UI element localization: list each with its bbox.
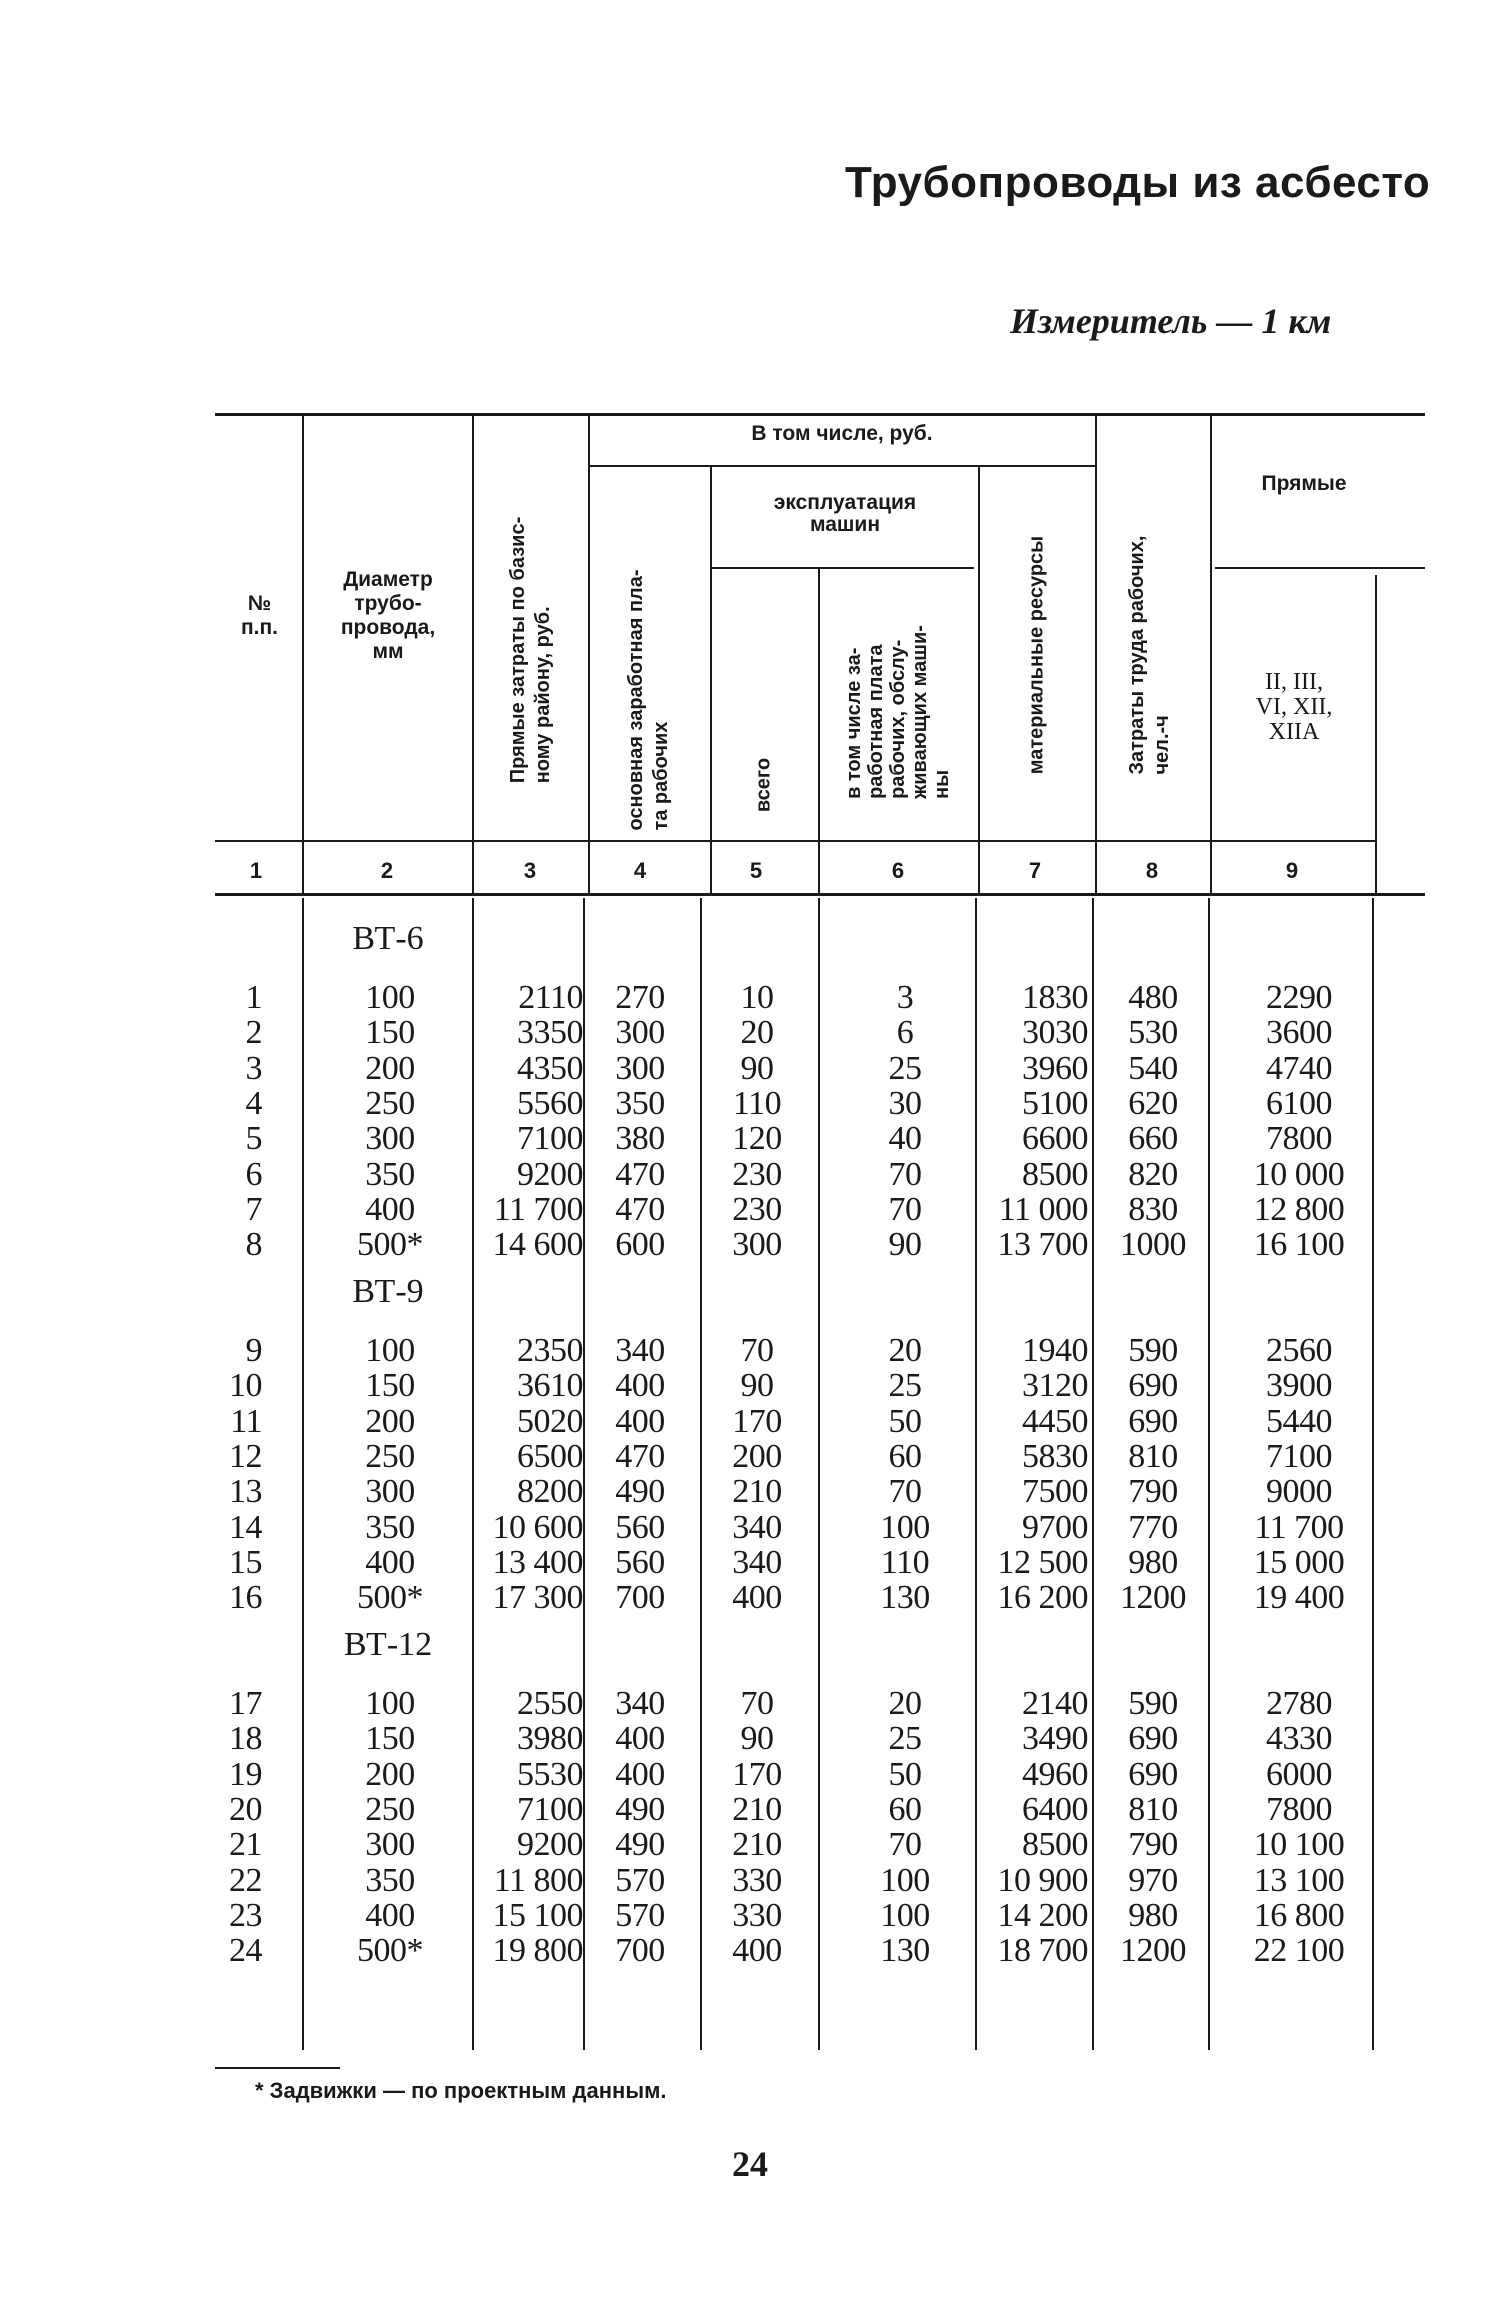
cell-labor-costs: 820 [1128, 1155, 1178, 1193]
cell-base-wages: 470 [615, 1155, 665, 1193]
cell-direct-regions: 6000 [1266, 1755, 1332, 1793]
cell-machine-total: 340 [732, 1508, 782, 1546]
cell-labor-costs: 790 [1128, 1826, 1178, 1864]
cell-base-wages: 400 [615, 1755, 665, 1793]
cell-materials: 5830 [1022, 1437, 1088, 1475]
cell-machine-total: 90 [740, 1049, 774, 1087]
cell-direct-costs: 13 400 [492, 1543, 583, 1581]
cell-diameter: 250 [365, 1437, 415, 1475]
cell-diameter: 350 [365, 1508, 415, 1546]
cell-machine-wages: 60 [888, 1790, 922, 1828]
cell-direct-costs: 9200 [517, 1826, 583, 1864]
cell-materials: 1830 [1022, 979, 1088, 1016]
cell-diameter: 300 [365, 1120, 415, 1158]
header-base-wages: основная заработная пла- та рабочих [625, 569, 672, 831]
cell-machine-wages: 70 [888, 1190, 922, 1228]
cell-machine-total: 90 [740, 1720, 774, 1758]
cell-base-wages: 600 [615, 1226, 665, 1264]
header-incl-group: В том числе, руб. [751, 422, 933, 445]
cell-machine-wages: 90 [888, 1226, 922, 1264]
cell-diameter: 500* [357, 1226, 423, 1264]
cell-row-number: 17 [229, 1685, 262, 1722]
cell-diameter: 100 [365, 979, 415, 1016]
cell-materials: 2140 [1022, 1685, 1088, 1722]
cell-machine-total: 210 [732, 1473, 782, 1511]
cell-base-wages: 400 [615, 1367, 665, 1405]
cell-machine-wages: 50 [888, 1755, 922, 1793]
cell-row-number: 18 [229, 1720, 262, 1758]
cell-labor-costs: 690 [1128, 1367, 1178, 1405]
cell-base-wages: 700 [615, 1579, 665, 1617]
cell-materials: 6400 [1022, 1790, 1088, 1828]
header-bottom-rule [215, 840, 1375, 842]
column-number: 2 [380, 858, 394, 883]
cell-machine-total: 110 [732, 1084, 782, 1122]
cell-direct-costs: 6500 [517, 1437, 583, 1475]
machine-group-rule [712, 567, 974, 569]
cell-machine-wages: 3 [896, 979, 914, 1016]
cell-machine-total: 300 [732, 1226, 782, 1264]
cell-direct-regions: 2290 [1266, 979, 1332, 1016]
cell-direct-costs: 5530 [517, 1755, 583, 1793]
cell-materials: 3960 [1022, 1049, 1088, 1087]
cell-diameter: 150 [365, 1367, 415, 1405]
cell-direct-regions: 19 400 [1253, 1579, 1345, 1617]
cell-row-number: 2 [245, 1014, 262, 1052]
cell-machine-wages: 25 [888, 1049, 922, 1087]
cell-machine-wages: 70 [888, 1155, 922, 1193]
cell-direct-costs: 8200 [517, 1473, 583, 1511]
cell-direct-regions: 22 100 [1253, 1932, 1345, 1970]
cell-direct-regions: 4740 [1266, 1049, 1332, 1087]
cell-direct-regions: 2560 [1266, 1332, 1332, 1369]
cell-machine-wages: 100 [880, 1861, 930, 1899]
cell-machine-total: 340 [732, 1543, 782, 1581]
cell-labor-costs: 980 [1128, 1543, 1178, 1581]
cell-machine-wages: 25 [888, 1720, 922, 1758]
cell-labor-costs: 1000 [1120, 1226, 1186, 1264]
cell-diameter: 500* [357, 1932, 423, 1970]
cell-direct-regions: 15 000 [1253, 1543, 1345, 1581]
incl-group-rule [590, 465, 1095, 467]
cell-machine-total: 10 [740, 979, 774, 1016]
cell-machine-wages: 70 [888, 1826, 922, 1864]
cell-row-number: 5 [245, 1120, 262, 1158]
table-top-rule [215, 413, 1425, 416]
cell-row-number: 12 [229, 1437, 262, 1475]
cell-machine-total: 210 [732, 1790, 782, 1828]
cell-materials: 13 700 [997, 1226, 1088, 1264]
cell-diameter: 350 [365, 1861, 415, 1899]
cell-materials: 3120 [1022, 1367, 1088, 1405]
column-number: 6 [891, 858, 905, 883]
cell-machine-wages: 70 [888, 1473, 922, 1511]
cell-row-number: 20 [229, 1790, 262, 1828]
body-divider-8 [1208, 898, 1210, 2050]
cell-materials: 4450 [1022, 1402, 1088, 1440]
column-number: 7 [1028, 858, 1042, 883]
body-divider-9 [1372, 898, 1374, 2050]
cell-direct-costs: 11 700 [493, 1190, 583, 1228]
cell-direct-costs: 5020 [517, 1402, 583, 1440]
cell-machine-total: 400 [732, 1932, 782, 1970]
cell-row-number: 24 [229, 1932, 262, 1970]
cell-row-number: 21 [229, 1826, 262, 1864]
cell-direct-costs: 3610 [517, 1367, 583, 1405]
cell-diameter: 400 [365, 1543, 415, 1581]
cell-direct-regions: 16 100 [1253, 1226, 1345, 1264]
cell-labor-costs: 620 [1128, 1084, 1178, 1122]
header-direct-group: Прямые [1261, 472, 1347, 495]
cell-diameter: 200 [365, 1755, 415, 1793]
cell-machine-wages: 30 [888, 1084, 922, 1122]
cell-labor-costs: 810 [1128, 1437, 1178, 1475]
cell-labor-costs: 540 [1128, 1049, 1178, 1087]
cell-diameter: 100 [365, 1685, 415, 1722]
cell-machine-wages: 40 [888, 1120, 922, 1158]
cell-row-number: 11 [230, 1402, 262, 1440]
cell-direct-regions: 4330 [1266, 1720, 1332, 1758]
cell-machine-wages: 20 [888, 1332, 922, 1369]
cell-diameter: 400 [365, 1896, 415, 1934]
header-direct-costs-base: Прямые затраты по базис- ному району, руб. [507, 516, 554, 784]
cell-row-number: 6 [245, 1155, 262, 1193]
cell-direct-regions: 10 000 [1253, 1155, 1345, 1193]
cell-machine-wages: 100 [880, 1508, 930, 1546]
cell-machine-total: 210 [732, 1826, 782, 1864]
cell-materials: 9700 [1022, 1508, 1088, 1546]
cell-row-number: 16 [229, 1579, 262, 1617]
unit-of-measure: Измеритель — 1 км [1010, 301, 1332, 341]
body-divider-5 [818, 898, 820, 2050]
cell-row-number: 15 [229, 1543, 262, 1581]
col-divider-3 [588, 416, 590, 894]
cell-direct-regions: 6100 [1266, 1084, 1332, 1122]
cell-base-wages: 560 [615, 1543, 665, 1581]
cell-direct-costs: 7100 [517, 1790, 583, 1828]
cell-materials: 1940 [1022, 1332, 1088, 1369]
header-labor-costs: Затраты труда рабочих, чел.-ч [1126, 535, 1173, 775]
cell-machine-wages: 110 [880, 1543, 930, 1581]
cell-row-number: 8 [245, 1226, 262, 1264]
cell-direct-costs: 5560 [517, 1084, 583, 1122]
cell-base-wages: 270 [615, 979, 665, 1016]
col-divider-1 [302, 416, 304, 894]
cell-machine-total: 200 [732, 1437, 782, 1475]
col-divider-7 [1095, 416, 1097, 894]
header-row-number: № п.п. [240, 592, 279, 639]
cell-diameter: 350 [365, 1155, 415, 1193]
cell-labor-costs: 1200 [1120, 1579, 1186, 1617]
cell-labor-costs: 590 [1128, 1685, 1178, 1722]
cell-direct-regions: 13 100 [1253, 1861, 1345, 1899]
cell-diameter: 400 [365, 1190, 415, 1228]
cell-labor-costs: 770 [1128, 1508, 1178, 1546]
cell-direct-costs: 15 100 [492, 1896, 583, 1934]
cell-row-number: 4 [245, 1084, 262, 1122]
cell-direct-costs: 19 800 [492, 1932, 583, 1970]
header-machine-group: эксплуатация машин [773, 491, 917, 536]
cell-direct-regions: 7800 [1266, 1120, 1332, 1158]
cell-labor-costs: 1200 [1120, 1932, 1186, 1970]
header-material-resources: материальные ресурсы [1025, 535, 1048, 775]
group-label: ВТ-12 [343, 1626, 433, 1663]
cell-base-wages: 380 [615, 1120, 665, 1158]
cell-diameter: 250 [365, 1084, 415, 1122]
col-divider-5 [818, 569, 820, 894]
cell-direct-regions: 2780 [1266, 1685, 1332, 1722]
col-divider-6 [978, 467, 980, 894]
cell-direct-regions: 7800 [1266, 1790, 1332, 1828]
cell-materials: 16 200 [997, 1579, 1088, 1617]
group-label: ВТ-6 [352, 920, 424, 957]
cell-direct-costs: 3980 [517, 1720, 583, 1758]
cell-machine-wages: 100 [880, 1896, 930, 1934]
cell-machine-total: 70 [740, 1332, 774, 1369]
cell-row-number: 19 [229, 1755, 262, 1793]
cell-direct-regions: 9000 [1266, 1473, 1332, 1511]
cell-materials: 8500 [1022, 1826, 1088, 1864]
direct-group-rule [1215, 567, 1425, 569]
cell-base-wages: 470 [615, 1437, 665, 1475]
cell-labor-costs: 690 [1128, 1720, 1178, 1758]
cell-base-wages: 400 [615, 1402, 665, 1440]
cell-labor-costs: 830 [1128, 1190, 1178, 1228]
cell-diameter: 300 [365, 1826, 415, 1864]
cell-row-number: 9 [245, 1332, 262, 1369]
column-number: 3 [523, 858, 537, 883]
cell-base-wages: 350 [615, 1084, 665, 1122]
header-regions: II, III, VI, XII, XIIA [1255, 669, 1333, 745]
cell-machine-total: 330 [732, 1896, 782, 1934]
cell-direct-costs: 11 800 [493, 1861, 583, 1899]
cell-machine-wages: 6 [896, 1014, 914, 1052]
cell-machine-total: 230 [732, 1190, 782, 1228]
page-title: Трубопроводы из асбесто [845, 158, 1431, 207]
cell-machine-wages: 130 [880, 1932, 930, 1970]
body-divider-1 [302, 898, 304, 2050]
cell-direct-costs: 2110 [518, 979, 583, 1016]
cell-direct-regions: 10 100 [1253, 1826, 1345, 1864]
cell-materials: 7500 [1022, 1473, 1088, 1511]
cell-labor-costs: 530 [1128, 1014, 1178, 1052]
numbers-bottom-rule [215, 893, 1425, 896]
cell-row-number: 10 [229, 1367, 262, 1405]
cell-base-wages: 700 [615, 1932, 665, 1970]
cell-machine-total: 400 [732, 1579, 782, 1617]
cell-direct-costs: 7100 [517, 1120, 583, 1158]
cell-base-wages: 490 [615, 1826, 665, 1864]
cell-machine-total: 170 [732, 1755, 782, 1793]
cell-labor-costs: 480 [1128, 979, 1178, 1016]
cell-direct-costs: 2350 [517, 1332, 583, 1369]
cell-materials: 18 700 [997, 1932, 1088, 1970]
cell-base-wages: 490 [615, 1790, 665, 1828]
cell-base-wages: 400 [615, 1720, 665, 1758]
cell-diameter: 150 [365, 1014, 415, 1052]
cell-row-number: 7 [245, 1190, 262, 1228]
cell-base-wages: 340 [615, 1685, 665, 1722]
cell-base-wages: 300 [615, 1049, 665, 1087]
cell-base-wages: 490 [615, 1473, 665, 1511]
cell-diameter: 200 [365, 1402, 415, 1440]
cell-materials: 4960 [1022, 1755, 1088, 1793]
cell-diameter: 300 [365, 1473, 415, 1511]
cell-diameter: 200 [365, 1049, 415, 1087]
column-number: 1 [249, 858, 263, 883]
cell-direct-costs: 2550 [517, 1685, 583, 1722]
body-divider-7 [1092, 898, 1094, 2050]
cell-machine-total: 90 [740, 1367, 774, 1405]
header-machine-total: всего [752, 757, 775, 813]
cell-labor-costs: 980 [1128, 1896, 1178, 1934]
cell-row-number: 23 [229, 1896, 262, 1934]
column-number: 8 [1145, 858, 1159, 883]
cell-base-wages: 570 [615, 1896, 665, 1934]
cell-materials: 6600 [1022, 1120, 1088, 1158]
cell-machine-wages: 130 [880, 1579, 930, 1617]
cell-row-number: 13 [229, 1473, 262, 1511]
cell-machine-total: 330 [732, 1861, 782, 1899]
cell-labor-costs: 590 [1128, 1332, 1178, 1369]
cell-labor-costs: 660 [1128, 1120, 1178, 1158]
cell-materials: 8500 [1022, 1155, 1088, 1193]
cell-row-number: 1 [245, 979, 262, 1016]
cell-base-wages: 340 [615, 1332, 665, 1369]
cell-machine-total: 120 [732, 1120, 782, 1158]
cell-labor-costs: 810 [1128, 1790, 1178, 1828]
cell-labor-costs: 970 [1128, 1861, 1178, 1899]
cell-machine-total: 170 [732, 1402, 782, 1440]
cell-direct-costs: 9200 [517, 1155, 583, 1193]
col-divider-9 [1375, 575, 1377, 894]
cell-materials: 12 500 [997, 1543, 1088, 1581]
cell-direct-costs: 10 600 [492, 1508, 583, 1546]
cell-diameter: 500* [357, 1579, 423, 1617]
cell-direct-costs: 14 600 [492, 1226, 583, 1264]
cell-row-number: 22 [229, 1861, 262, 1899]
body-divider-4 [700, 898, 702, 2050]
cell-direct-regions: 16 800 [1253, 1896, 1345, 1934]
cell-direct-regions: 3600 [1266, 1014, 1332, 1052]
cell-direct-regions: 3900 [1266, 1367, 1332, 1405]
cell-materials: 5100 [1022, 1084, 1088, 1122]
cell-machine-total: 70 [740, 1685, 774, 1722]
cell-machine-wages: 60 [888, 1437, 922, 1475]
cell-diameter: 250 [365, 1790, 415, 1828]
cell-direct-costs: 17 300 [492, 1579, 583, 1617]
group-label: ВТ-9 [352, 1273, 424, 1310]
cell-materials: 3030 [1022, 1014, 1088, 1052]
cell-machine-wages: 25 [888, 1367, 922, 1405]
cell-direct-regions: 11 700 [1254, 1508, 1344, 1546]
cell-direct-costs: 4350 [517, 1049, 583, 1087]
col-divider-2 [472, 416, 474, 894]
cell-labor-costs: 790 [1128, 1473, 1178, 1511]
header-machine-operator-wages: в том числе за- работная плата рабочих, обслу- живающих маши- ны [843, 625, 953, 799]
cell-direct-regions: 5440 [1266, 1402, 1332, 1440]
column-number: 9 [1285, 858, 1299, 883]
col-divider-4 [710, 467, 712, 894]
cell-direct-regions: 12 800 [1253, 1190, 1345, 1228]
cell-materials: 3490 [1022, 1720, 1088, 1758]
cell-machine-wages: 20 [888, 1685, 922, 1722]
cell-materials: 14 200 [997, 1896, 1088, 1934]
cell-base-wages: 470 [615, 1190, 665, 1228]
body-divider-3 [583, 898, 585, 2050]
cell-base-wages: 570 [615, 1861, 665, 1899]
cell-diameter: 100 [365, 1332, 415, 1369]
cell-machine-total: 230 [732, 1155, 782, 1193]
cell-row-number: 3 [245, 1049, 262, 1087]
cell-labor-costs: 690 [1128, 1755, 1178, 1793]
footnote: * Задвижки — по проектным данным. [255, 2078, 667, 2103]
cell-base-wages: 560 [615, 1508, 665, 1546]
cell-row-number: 14 [229, 1508, 262, 1546]
cell-machine-total: 20 [740, 1014, 774, 1052]
cell-labor-costs: 690 [1128, 1402, 1178, 1440]
cell-diameter: 150 [365, 1720, 415, 1758]
cell-direct-regions: 7100 [1266, 1437, 1332, 1475]
page-number: 24 [732, 2144, 768, 2184]
col-divider-8 [1210, 416, 1212, 894]
column-number: 5 [749, 858, 763, 883]
cell-materials: 11 000 [998, 1190, 1088, 1228]
header-diameter: Диаметр трубо- провода, мм [340, 568, 436, 663]
cell-machine-wages: 50 [888, 1402, 922, 1440]
cell-base-wages: 300 [615, 1014, 665, 1052]
cell-direct-costs: 3350 [517, 1014, 583, 1052]
cell-materials: 10 900 [997, 1861, 1088, 1899]
footnote-rule [215, 2067, 340, 2069]
column-number: 4 [633, 858, 647, 883]
